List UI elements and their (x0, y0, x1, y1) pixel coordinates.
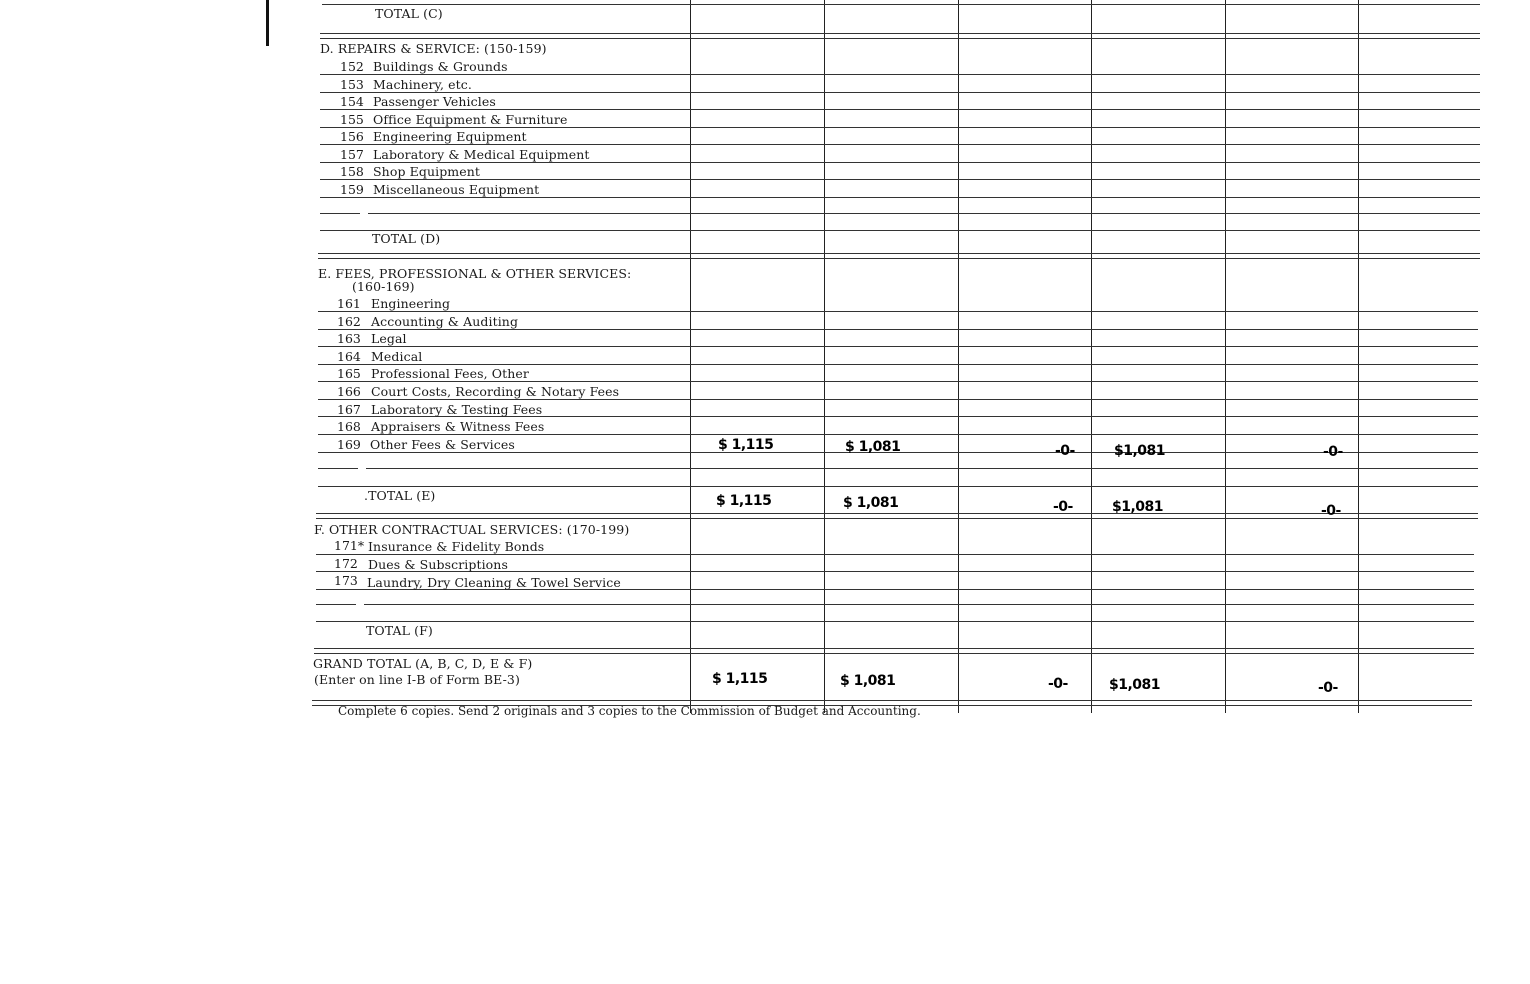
line-item-label: Laundry, Dry Cleaning & Towel Service (367, 575, 621, 590)
column-divider (1225, 0, 1226, 713)
line-item-label: Legal (371, 331, 407, 346)
blank-rule-short (320, 213, 360, 214)
row-rule (318, 346, 1478, 347)
section-e-heading: E. FEES, PROFESSIONAL & OTHER SERVICES: (318, 266, 632, 281)
grand-total-instruction: (Enter on line I-B of Form BE-3) (314, 672, 520, 687)
double-rule (316, 513, 1478, 519)
row-rule (320, 230, 1480, 231)
account-code: 167 (337, 402, 361, 417)
total-c-label: TOTAL (C) (375, 6, 443, 21)
scan-edge-mark (266, 0, 269, 46)
row-rule (320, 74, 1480, 75)
double-rule (314, 648, 1474, 654)
row-169-amount-col2: $ 1,081 (845, 439, 901, 455)
row-rule (364, 604, 1474, 605)
line-item-label: Laboratory & Testing Fees (371, 402, 543, 417)
row-rule (320, 127, 1480, 128)
column-divider (958, 0, 959, 713)
grand-total-amount-col1: $ 1,115 (712, 671, 768, 687)
row-rule (318, 399, 1478, 400)
grand-total-amount-col3: -0- (1048, 676, 1068, 692)
section-f-heading: F. OTHER CONTRACTUAL SERVICES: (170-199) (314, 522, 630, 537)
grand-total-amount-col2: $ 1,081 (840, 673, 896, 689)
footer-instructions: Complete 6 copies. Send 2 originals and 3 copies to the Commission of Budget and Accounting. (338, 704, 921, 718)
line-item-label: Dues & Subscriptions (368, 557, 508, 572)
line-item-label: Insurance & Fidelity Bonds (368, 539, 545, 554)
total-e-amount-col2: $ 1,081 (843, 495, 899, 511)
total-e-amount-col3: -0- (1053, 499, 1073, 515)
line-item-label: Engineering (371, 296, 451, 311)
account-code: 158 (340, 164, 364, 179)
line-item-label: Engineering Equipment (373, 129, 527, 144)
row-rule (368, 213, 1480, 214)
total-f-label: TOTAL (F) (366, 623, 433, 638)
column-divider (1358, 0, 1359, 713)
blank-rule-short (316, 604, 356, 605)
double-rule (318, 253, 1480, 259)
row-169-amount-col3: -0- (1055, 443, 1075, 459)
line-item-label: Machinery, etc. (373, 77, 472, 92)
row-169-amount-col4: $1,081 (1114, 443, 1166, 459)
total-d-label: TOTAL (D) (372, 231, 441, 246)
row-rule (366, 468, 1478, 469)
row-rule (316, 554, 1474, 555)
account-code: 164 (337, 349, 361, 364)
account-code: 163 (337, 331, 361, 346)
account-code: 162 (337, 314, 361, 329)
row-rule (318, 381, 1478, 382)
grand-total-amount-col4: $1,081 (1109, 677, 1161, 693)
section-e-subheading: (160-169) (352, 279, 415, 294)
account-code: 152 (340, 59, 364, 74)
account-code: 156 (340, 129, 364, 144)
account-code: 169 (337, 437, 361, 452)
total-e-amount-col1: $ 1,115 (716, 493, 772, 509)
account-code: 171* (334, 538, 365, 553)
line-item-label: Accounting & Auditing (371, 314, 519, 329)
row-rule (316, 621, 1474, 622)
line-item-label: Buildings & Grounds (373, 59, 508, 74)
account-code: 161 (337, 296, 361, 311)
row-169-amount-col1: $ 1,115 (718, 437, 774, 453)
row-rule (320, 179, 1480, 180)
account-code: 166 (337, 384, 361, 399)
total-e-amount-col4: $1,081 (1112, 499, 1164, 515)
line-item-label: Medical (371, 349, 423, 364)
account-code: 154 (340, 94, 364, 109)
blank-rule-short (318, 468, 358, 469)
total-e-amount-col5: -0- (1321, 503, 1341, 519)
column-divider (690, 0, 691, 713)
account-code: 172 (334, 556, 358, 571)
section-d-heading: D. REPAIRS & SERVICE: (150-159) (320, 41, 547, 56)
row-rule (318, 434, 1478, 435)
row-rule (318, 486, 1478, 487)
grand-total-amount-col5: -0- (1318, 680, 1338, 696)
row-rule (320, 109, 1480, 110)
account-code: 153 (340, 77, 364, 92)
account-code: 168 (337, 419, 361, 434)
double-rule (320, 33, 1480, 39)
total-e-label: .TOTAL (E) (364, 488, 436, 503)
row-rule (322, 4, 1480, 5)
row-rule (320, 92, 1480, 93)
line-item-label: Laboratory & Medical Equipment (373, 147, 590, 162)
account-code: 165 (337, 366, 361, 381)
line-item-label: Office Equipment & Furniture (373, 112, 568, 127)
row-rule (318, 364, 1478, 365)
column-divider (824, 0, 825, 713)
grand-total-label: GRAND TOTAL (A, B, C, D, E & F) (313, 656, 533, 671)
line-item-label: Other Fees & Services (370, 437, 515, 452)
row-rule (320, 197, 1480, 198)
line-item-label: Shop Equipment (373, 164, 481, 179)
account-code: 173 (334, 573, 358, 588)
line-item-label: Passenger Vehicles (373, 94, 496, 109)
row-rule (318, 311, 1478, 312)
line-item-label: Miscellaneous Equipment (373, 182, 540, 197)
row-rule (318, 329, 1478, 330)
row-rule (320, 162, 1480, 163)
line-item-label: Court Costs, Recording & Notary Fees (371, 384, 620, 399)
row-rule (320, 144, 1480, 145)
row-169-amount-col5: -0- (1323, 444, 1343, 460)
line-item-label: Professional Fees, Other (371, 366, 530, 381)
account-code: 155 (340, 112, 364, 127)
account-code: 157 (340, 147, 364, 162)
column-divider (1091, 0, 1092, 713)
line-item-label: Appraisers & Witness Fees (371, 419, 545, 434)
account-code: 159 (340, 182, 364, 197)
